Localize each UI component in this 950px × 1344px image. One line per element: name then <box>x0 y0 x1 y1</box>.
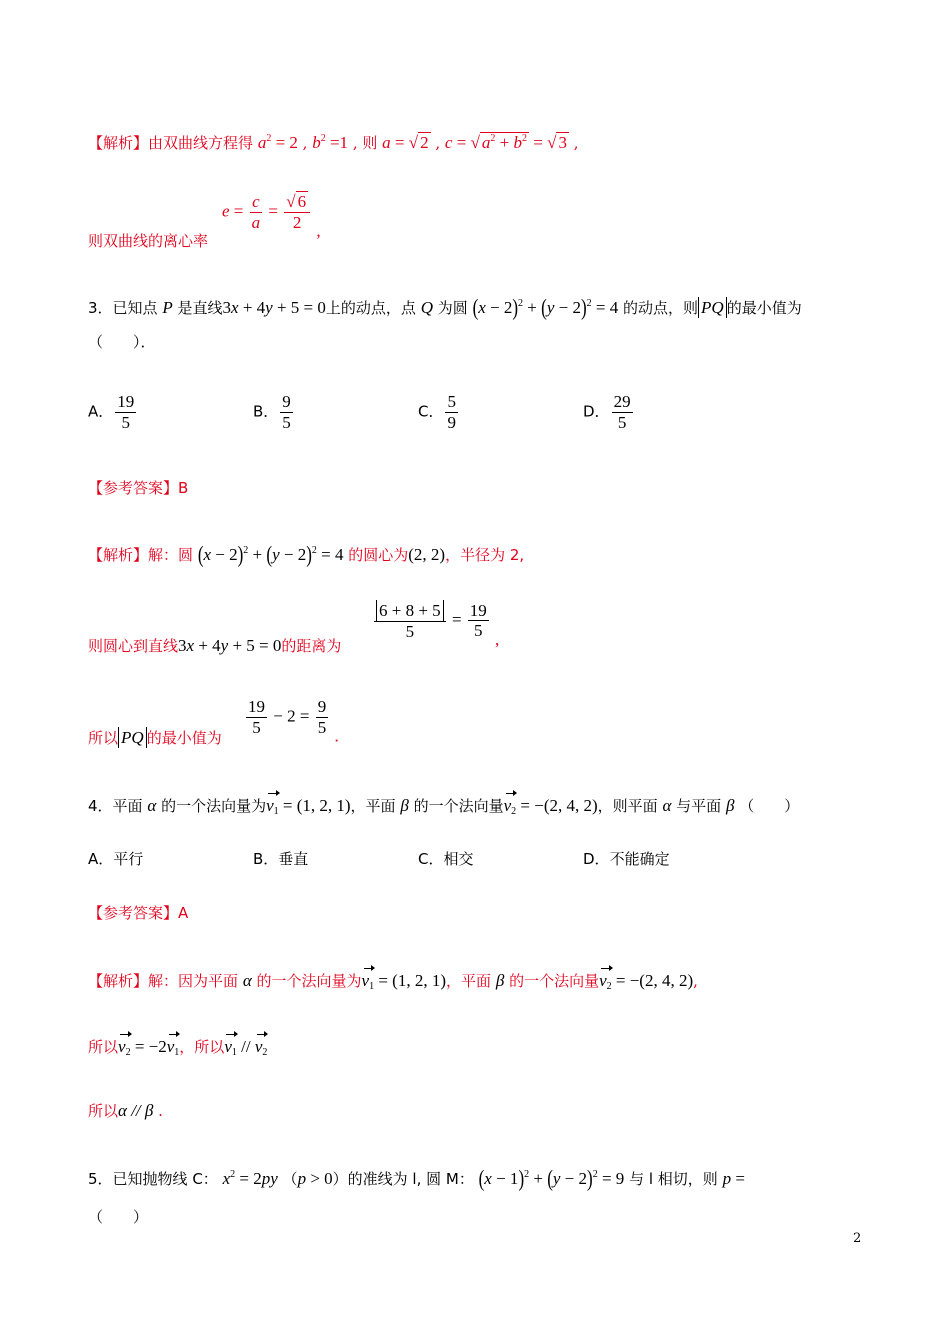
q4-answer <box>88 906 188 921</box>
math-c-value: c = √ $a^2 + b^2$ = √ 3 <box>444 133 567 152</box>
q3-blank: （ ）． <box>88 333 156 351</box>
q3-option-a: A． $\frac{19}{5}$ <box>88 392 135 432</box>
math-circle-m: $(x - 1)^2 + (y - 2)^2 = 9$ <box>478 1165 625 1192</box>
math-min-value: $\frac{19}{5}$ − 2 = $\frac{9}{5}$ . <box>248 697 339 746</box>
q3-answer <box>88 481 188 496</box>
q4-option-c: C．相交 <box>418 850 474 868</box>
q4-analysis-line2: 所以$v_2 = -2v_1$，所以$v_1 // v_2$ <box>88 1037 268 1058</box>
q4-option-d: D．不能确定 <box>583 850 670 868</box>
math-distance: $\frac{6 + 8 + 5}{5}$ = $\frac{19}{5}$ , <box>372 600 499 648</box>
q4-stem: 4．平面 α 的一个法向量为$v_1 = (1$, 2, 1)，平面 β 的一个法向量$v_2 = -(2$, 4, 2)，则平面 α 与平面 β （ ） <box>88 796 800 817</box>
q3-option-d: D． $\frac{29}{5}$ <box>583 392 631 432</box>
analysis-tag: 【解析】 <box>88 134 149 152</box>
answer-tag: 【参考答案】 <box>88 904 179 922</box>
q4-option-a: A．平行 <box>88 850 144 868</box>
math-v1: $v_1 = (1$, 2, 1) <box>266 796 351 817</box>
answer-value: B <box>178 479 189 497</box>
math-a-squared: $a^2 = 2$ <box>257 133 298 152</box>
q3-analysis-line3: 所以 PQ 的最小值为 <box>88 728 222 747</box>
math-a-value: a = √ 2 <box>382 133 429 152</box>
math-circle-eq: $(x - 2)^2 + (y - 2)^2 = 4$ <box>472 294 619 321</box>
answer-value: A <box>178 904 189 922</box>
q5-blank: （ ） <box>88 1208 149 1226</box>
q5-stem: 5．已知抛物线 C： $x^2 = 2py$ （p > 0）的准线为 l, 圆 M： $(x - 1)^2 + (y - 2)^2 = 9$ 与 l 相切，则 p = <box>88 1165 745 1192</box>
q3-option-c: C． $\frac{5}{9}$ <box>418 392 456 432</box>
q2-analysis-line2: 则双曲线的离心率 <box>88 232 209 250</box>
math-parabola: $x^2 = 2py$ <box>222 1169 278 1188</box>
q2-analysis-line1: 【解析】由双曲线方程得 $a^2 = 2$ , $b^2 =1$ , 则 a = √ 2 , c = √ $a^2 + b^2$ = √ 3 , <box>88 133 579 152</box>
math-v2: $v_2 = -(2$, 4, 2) <box>503 796 598 817</box>
page-number: 2 <box>853 1231 862 1246</box>
q4-analysis-line3: 所以α // β . <box>88 1101 163 1120</box>
math-b-squared: $b^2 =1$ <box>312 133 349 152</box>
q4-analysis-line1: 【解析】解：因为平面 α 的一个法向量为$v_1 = (1$, 2, 1)，平面 β 的一个法向量$v_2 = -(2$, 4, 2), <box>88 971 698 992</box>
q3-analysis-line2: 则圆心到直线3x + 4y + 5 = 0的距离为 <box>88 636 342 655</box>
answer-tag: 【参考答案】 <box>88 479 179 497</box>
q4-option-b: B．垂直 <box>253 850 309 868</box>
math-line-eq: 3x + 4y + 5 = 0 <box>222 298 326 317</box>
math-abs-pq: PQ <box>698 297 727 318</box>
q3-stem: 3．已知点 P 是直线3x + 4y + 5 = 0上的动点，点 Q 为圆 $(x - 2)^2 + (y - 2)^2 = 4$ 的动点，则 PQ 的最小值为 <box>88 294 802 321</box>
math-eccentricity: e = $\frac{c}{a}$ = $\frac{√ 6}{2}$ , <box>222 192 321 241</box>
q3-option-b: B． $\frac{9}{5}$ <box>253 392 291 432</box>
q3-analysis-line1: 【解析】解：圆 $(x - 2)^2 + (y - 2)^2 = 4$ 的圆心为(2, 2)，半径为 2, <box>88 541 525 568</box>
